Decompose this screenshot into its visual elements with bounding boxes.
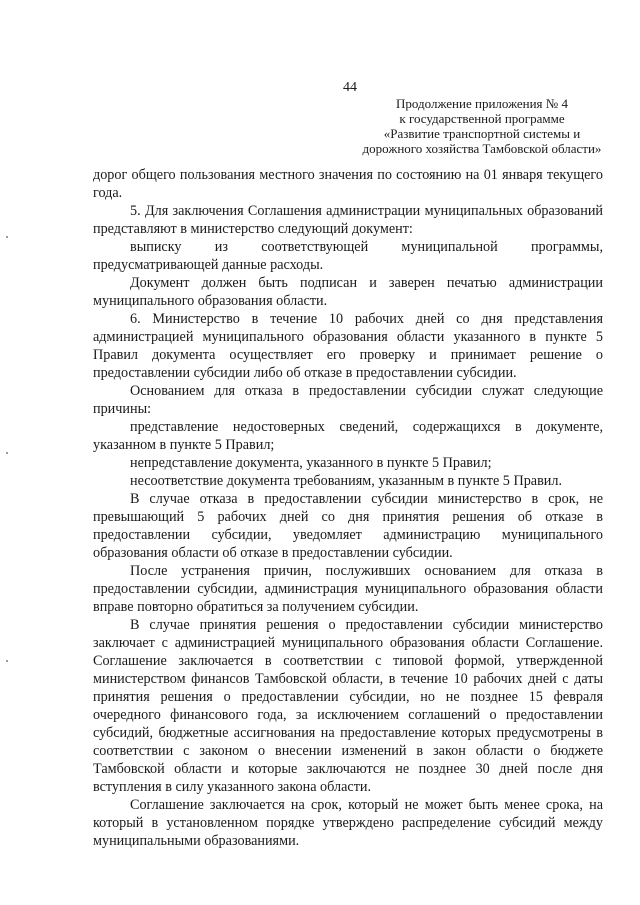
scan-mark — [6, 452, 8, 454]
paragraph: дорог общего пользования местного значения по состоянию на 01 января текущего года. — [93, 167, 603, 201]
paragraph: В случае принятия решения о предоставлении субсидии министерство заключает с администрацией муниципального образования области Соглашение. Соглашение заключается в соответствии с типовой формой, утвержденной министерством финансов Тамбовской области, в течение 10 рабочих дней с даты принятия решения о предоставлении субсидии, но не позднее 15 февраля очередного финансового года, за исключением соглашений о предоставлении субсидий, бюджетные ассигнования на предоставление которых предусмотрены в соответствии с законом о внесении изменений в закон области о бюджете Тамбовской области и которые заключаются не позднее 30 дней после дня вступления в силу указанного закона области. — [93, 617, 603, 795]
document-body — [93, 166, 603, 850]
page-number: 44 — [343, 80, 357, 95]
appendix-header — [362, 96, 602, 156]
header-line: к государственной программе — [399, 111, 565, 126]
paragraph: После устранения причин, послуживших основанием для отказа в предоставлении субсидии, администрация муниципального образования области вправе повторно обратиться за получением субсидии. — [93, 563, 603, 615]
scan-mark — [6, 236, 8, 238]
paragraph: несоответствие документа требованиям, указанным в пункте 5 Правил. — [130, 473, 563, 489]
paragraph: Основанием для отказа в предоставлении субсидии служат следующие причины: — [93, 383, 603, 417]
header-line: «Развитие транспортной системы и — [383, 126, 581, 141]
paragraph: В случае отказа в предоставлении субсидии министерство в срок, не превышающий 5 рабочих дней со дня принятия решения об отказе в предоставлении субсидии, уведомляет администрацию муниципального образования области об отказе в предоставлении субсидии. — [93, 491, 603, 561]
paragraph: 5. Для заключения Соглашения администрации муниципальных образований представляют в министерство следующий документ: — [93, 203, 603, 237]
paragraph: 6. Министерство в течение 10 рабочих дней со дня представления администрацией муниципального образования области указанного в пункте 5 Правил документа осуществляет его проверку и принимает решение о предоставлении субсидии либо об отказе в предоставлении субсидии. — [93, 311, 603, 381]
header-line: Продолжение приложения № 4 — [396, 96, 568, 111]
paragraph: представление недостоверных сведений, содержащихся в документе, указанном в пункте 5 Правил; — [93, 419, 603, 453]
paragraph: выписку из соответствующей муниципальной программы, предусматривающей данные расходы. — [93, 239, 603, 273]
paragraph: Соглашение заключается на срок, который не может быть менее срока, на который в установленном порядке утверждено распределение субсидий между муниципальными образованиями. — [93, 797, 603, 849]
paragraph: непредставление документа, указанного в пункте 5 Правил; — [130, 455, 492, 471]
paragraph: Документ должен быть подписан и заверен печатью администрации муниципального образования области. — [93, 275, 603, 309]
header-line: дорожного хозяйства Тамбовской области» — [362, 141, 602, 156]
scan-mark — [6, 660, 8, 662]
